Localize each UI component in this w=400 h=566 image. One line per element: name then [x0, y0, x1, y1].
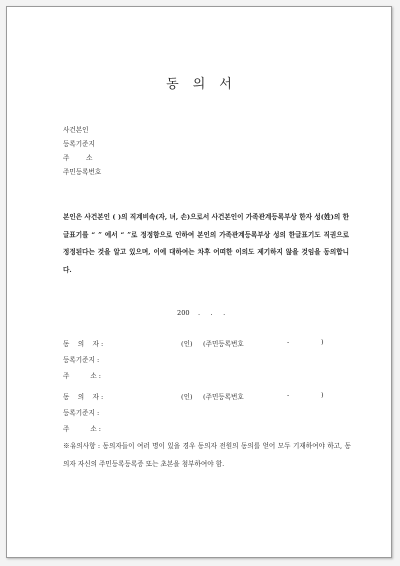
- consenter-2-name-label: 동 의 자 :: [63, 393, 104, 401]
- address-label: 주 소: [63, 154, 93, 162]
- consenter-2-registration-label: 등록기준지 :: [63, 409, 100, 417]
- consenter-1-id-label: (주민등록번호: [203, 340, 244, 348]
- consenter-1-seal: (인): [181, 340, 193, 348]
- consenter-1-id-dash: -: [287, 338, 290, 346]
- consenter-2-address-label: 주 소 :: [63, 425, 102, 433]
- consenter-2-id-label: (주민등록번호: [203, 393, 244, 401]
- date-line: 200 . . .: [177, 309, 226, 317]
- caution-note: ※유의사항 : 동의자들이 여러 명이 있을 경우 동의자 전원의 동의를 얻어 모두 기재하여야 하고, 동의자 자신의 주민등록등록증 또는 초본을 첨부하여야 함.: [63, 442, 351, 468]
- consenter-2-id-dash: -: [287, 391, 290, 399]
- consenter-1-registration-label: 등록기준지 :: [63, 356, 100, 364]
- document-page: [6, 6, 392, 558]
- consenter-2-id-close: ): [321, 391, 324, 399]
- subject-field-label: 사건본인: [63, 126, 89, 134]
- consent-statement: 본인은 사건본인 ( )의 직계비속(자, 녀, 손)으로서 사건본인이 가족관계등록부상 한자 성(姓)의 한글표기를 “ ” 에서 “ ”로 정정함으로 인하여 본인의 가족관계등록부상 성의 한글표기도 직권으로 정정된다는 것을 알고 있으며, 이에 대하여는 차후 어떠한 이의도 제기하지 않을 것임을 동의합니다.: [63, 213, 349, 274]
- consenter-1-id-close: ): [321, 338, 324, 346]
- registration-base-label: 등록기준지: [63, 140, 95, 148]
- consenter-1-address-label: 주 소 :: [63, 372, 102, 380]
- consenter-2-seal: (인): [181, 393, 193, 401]
- consenter-1-name-label: 동 의 자 :: [63, 340, 104, 348]
- document-title: 동의서: [166, 77, 246, 92]
- resident-number-label: 주민등록번호: [63, 168, 102, 176]
